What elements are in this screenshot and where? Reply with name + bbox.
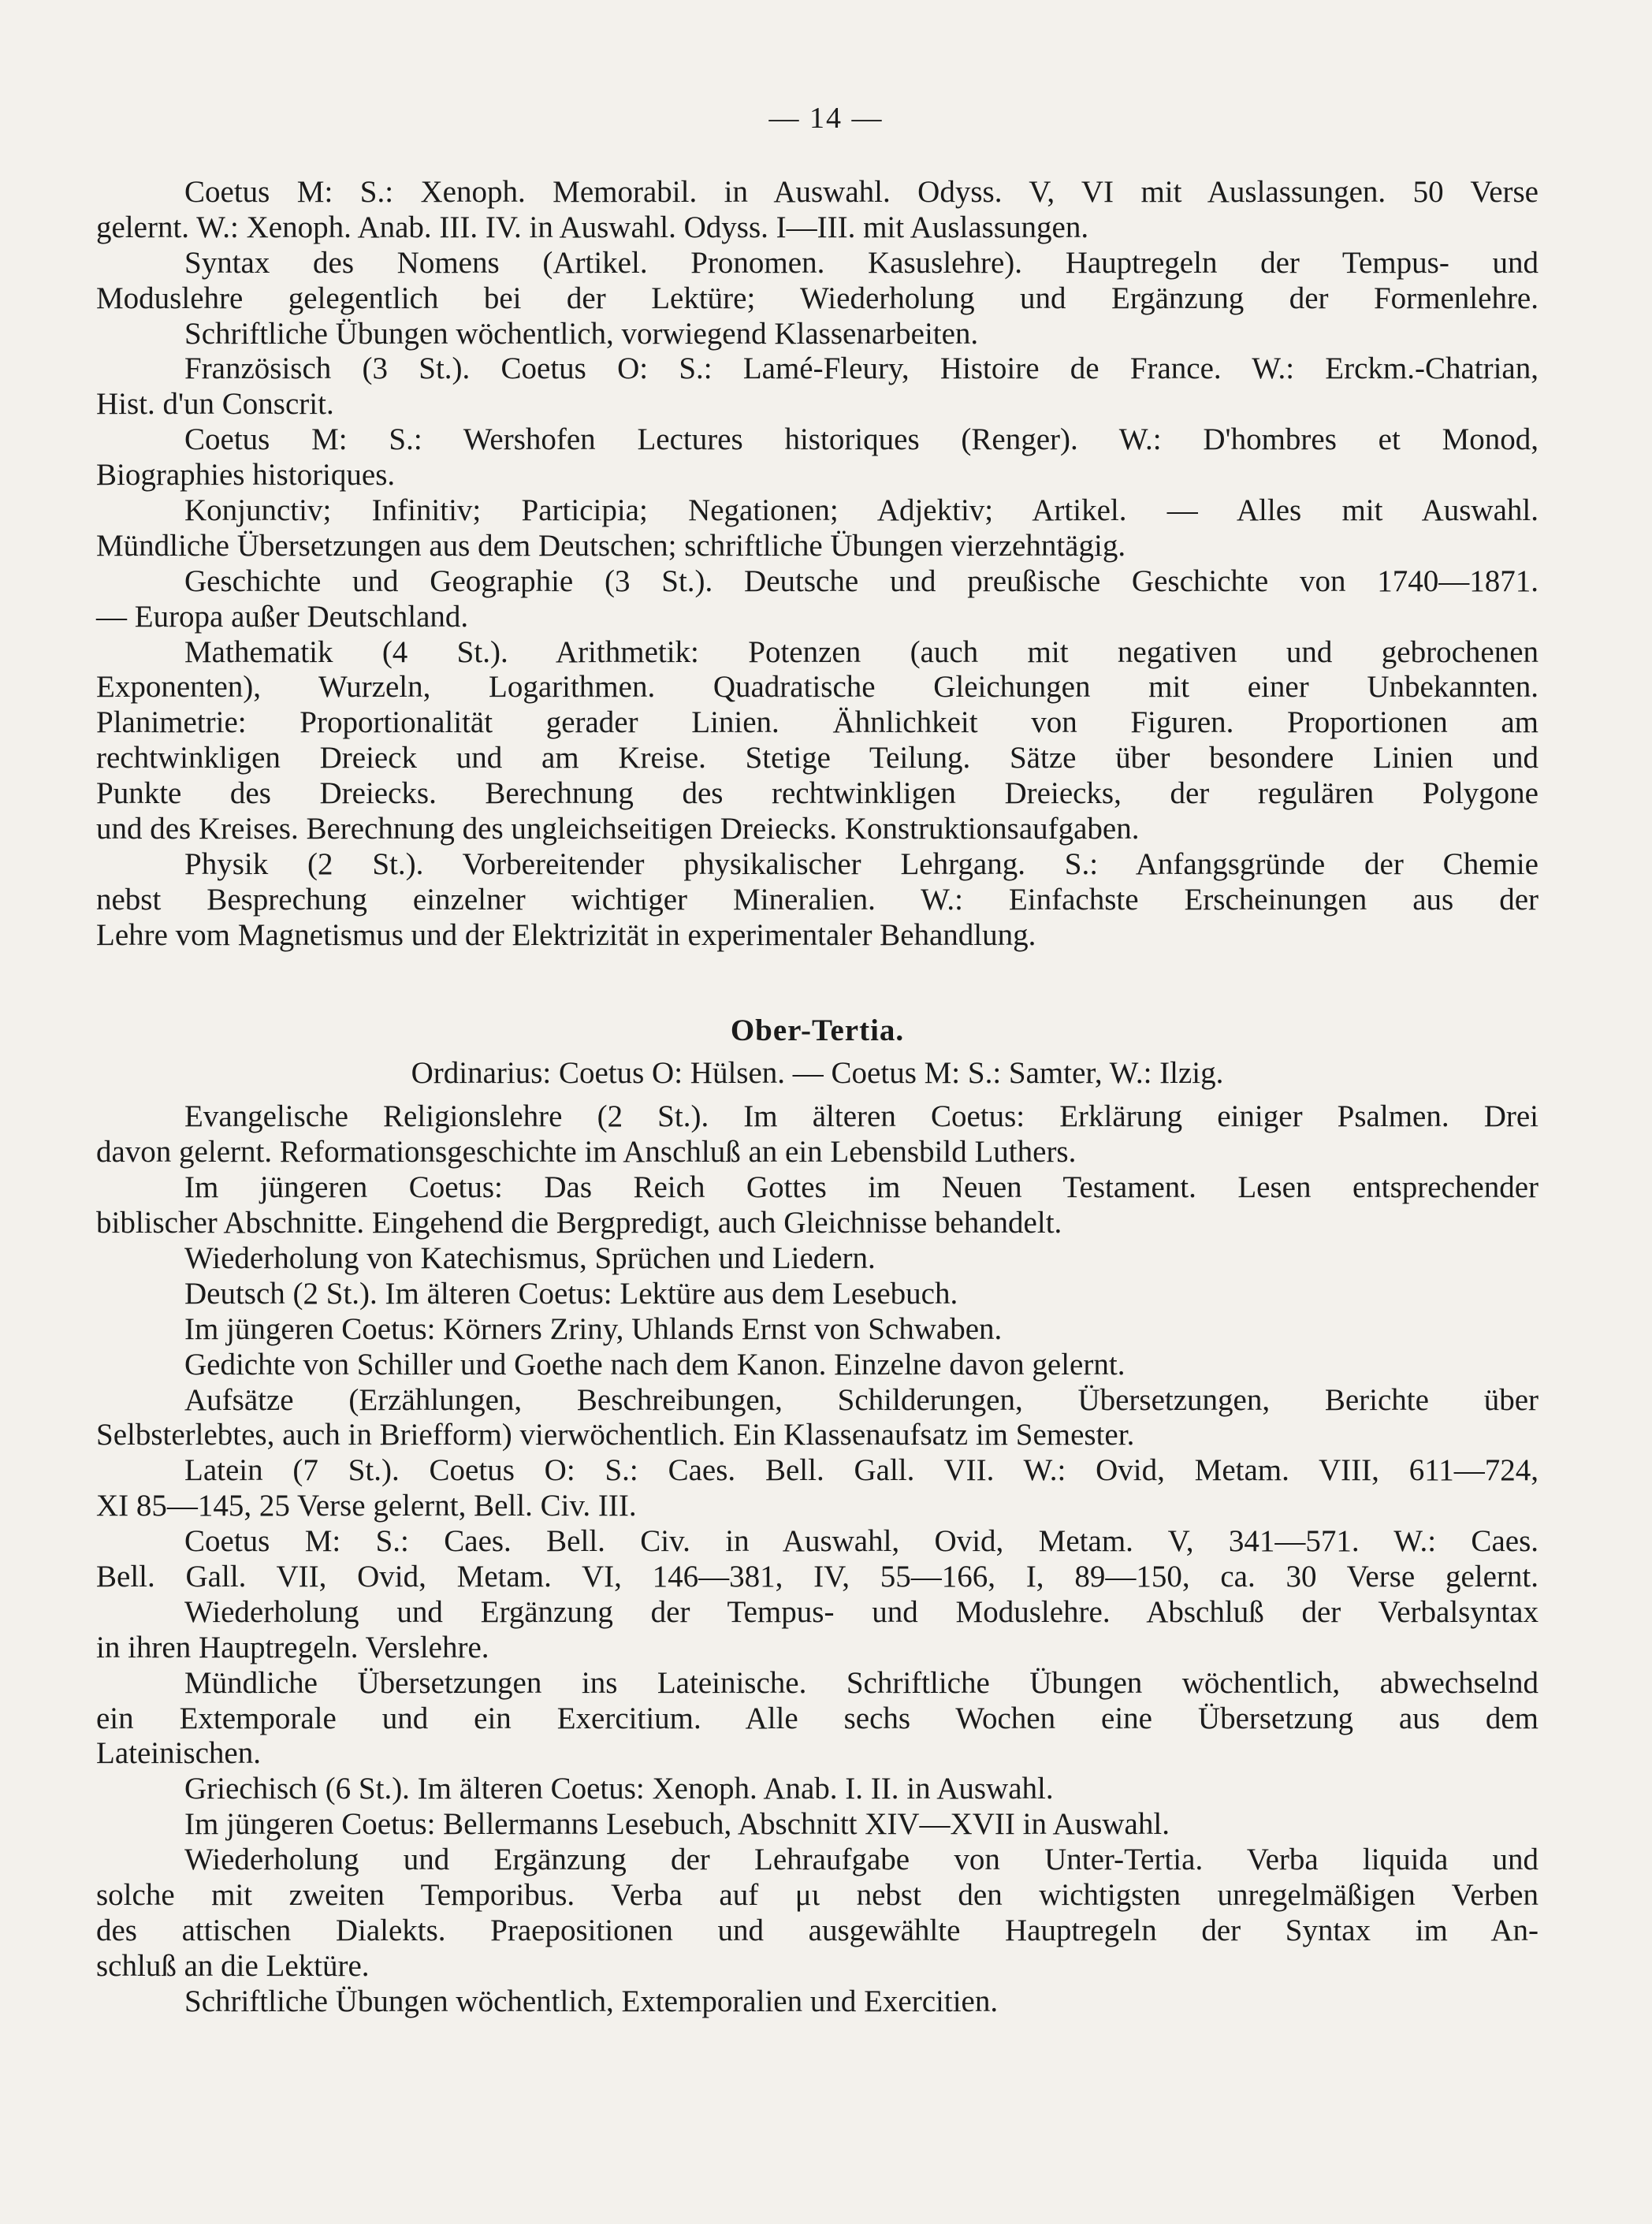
text-line: Griechisch (6 St.). Im älteren Coetus: Xenoph. Anab. I. II. in Auswahl. [184,1772,1054,1806]
text-line: in ihren Hauptregeln. Verslehre. [96,1630,489,1664]
text-line: Schriftliche Übungen wöchentlich, vorwiegend Klassenarbeiten. [184,316,979,351]
text-line: Geschichte und Geographie (3 St.). Deutsche und preußische Geschichte von 1740—1871. [184,563,1539,598]
section-spacer [96,1048,1539,1056]
text-line: nebst Besprechung einzelner wichtiger Mineralien. W.: Einfachste Erscheinungen aus der [96,882,1539,917]
text-line: Wiederholung und Ergänzung der Lehraufgabe von Unter-Tertia. Verba liquida und [184,1843,1539,1877]
text-line: Evangelische Religionslehre (2 St.). Im älteren Coetus: Erklärung einiger Psalmen. Drei [184,1099,1539,1134]
text-line: Moduslehre gelegentlich bei der Lektüre; Wiederholung und Ergänzung der Formenlehre. [96,281,1539,315]
text-line: rechtwinkligen Dreieck und am Kreise. Stetige Teilung. Sätze über besondere Linien und [96,741,1539,775]
text-line: biblischer Abschnitte. Eingehend die Bergpredigt, auch Gleichnisse behandelt. [96,1206,1062,1240]
text-line: Mündliche Übersetzungen ins Lateinische. Schriftliche Übungen wöchentlich, abwechselnd [184,1665,1539,1700]
text-line: Bell. Gall. VII, Ovid, Metam. VI, 146—381, IV, 55—166, I, 89—150, ca. 30 Verse gelernt. [96,1559,1539,1594]
section-spacer [96,1092,1539,1099]
text-line: Wiederholung von Katechismus, Sprüchen und Liedern. [184,1240,876,1275]
text-line: Planimetrie: Proportionalität gerader Linien. Ähnlichkeit von Figuren. Proportionen am [96,705,1539,740]
text-line: Coetus M: S.: Xenoph. Memorabil. in Auswahl. Odyss. V, VI mit Auslassungen. 50 Verse [184,175,1539,209]
text-line: Exponenten), Wurzeln, Logarithmen. Quadratische Gleichungen mit einer Unbekannten. [96,670,1539,705]
text-line: Coetus M: S.: Caes. Bell. Civ. in Auswahl, Ovid, Metam. V, 341—571. W.: Caes. [184,1524,1539,1559]
text-line: Latein (7 St.). Coetus O: S.: Caes. Bell. Gall. VII. W.: Ovid, Metam. VIII, 611—724, [184,1453,1539,1488]
body-text [96,175,1539,2020]
text-line: Französisch (3 St.). Coetus O: S.: Lamé-Fleury, Histoire de France. W.: Erckm.-Chatrian, [184,351,1539,386]
text-line: gelernt. W.: Xenoph. Anab. III. IV. in Auswahl. Odyss. I—III. mit Auslassungen. [96,210,1089,244]
text-line: des attischen Dialekts. Praepositionen und ausgewählte Hauptregeln der Syntax im An- [96,1913,1539,1947]
text-line: Im jüngeren Coetus: Körners Zriny, Uhlands Ernst von Schwaben. [184,1311,1003,1346]
text-line: Biographies historiques. [96,458,396,493]
text-line: Syntax des Nomens (Artikel. Pronomen. Kasuslehre). Hauptregeln der Tempus- und [184,245,1539,280]
text-line: und des Kreises. Berechnung des ungleichseitigen Dreiecks. Konstruktionsaufgaben. [96,812,1140,846]
text-line: solche mit zweiten Temporibus. Verba auf μι nebst den wichtigsten unregelmäßigen Verben [96,1877,1539,1912]
text-line: Im jüngeren Coetus: Bellermanns Lesebuch, Abschnitt XIV—XVII in Auswahl. [184,1807,1170,1842]
text-line: Hist. d'un Conscrit. [96,387,334,422]
ordinarius-line: Ordinarius: Coetus O: Hülsen. — Coetus M: S.: Samter, W.: Ilzig. [411,1056,1224,1091]
text-line: Mündliche Übersetzungen aus dem Deutschen; schriftliche Übungen vierzehntägig. [96,528,1126,563]
text-line: Wiederholung und Ergänzung der Tempus- und Moduslehre. Abschluß der Verbalsyntax [184,1594,1539,1629]
text-line: Selbsterlebtes, auch in Briefform) vierwöchentlich. Ein Klassenaufsatz im Semester. [96,1418,1135,1452]
text-line: Coetus M: S.: Wershofen Lectures historiques (Renger). W.: D'hombres et Monod, [184,422,1539,457]
text-line: Konjunctiv; Infinitiv; Participia; Negationen; Adjektiv; Artikel. — Alles mit Auswahl. [184,493,1539,528]
section-spacer [96,954,1539,1013]
page-number: — 14 — [768,102,884,135]
text-line: Gedichte von Schiller und Goethe nach dem Kanon. Einzelne davon gelernt. [184,1347,1126,1382]
text-line: davon gelernt. Reformationsgeschichte im Anschluß an ein Lebensbild Luthers. [96,1135,1077,1170]
text-line: Mathematik (4 St.). Arithmetik: Potenzen (auch mit negativen und gebrochenen [184,634,1539,669]
text-line: Aufsätze (Erzählungen, Beschreibungen, Schilderungen, Übersetzungen, Berichte über [184,1382,1539,1417]
text-line: Im jüngeren Coetus: Das Reich Gottes im Neuen Testament. Lesen entsprechender [184,1170,1539,1205]
text-line: Lehre vom Magnetismus und der Elektrizität in experimentaler Behandlung. [96,917,1036,952]
text-line: Physik (2 St.). Vorbereitender physikalischer Lehrgang. S.: Anfangsgründe der Chemie [184,846,1539,881]
text-line: — Europa außer Deutschland. [96,599,469,634]
text-line: Schriftliche Übungen wöchentlich, Extemporalien und Exercitien. [184,1984,999,2018]
section-heading: Ober-Tertia. [730,1013,905,1047]
text-line: schluß an die Lektüre. [96,1948,370,1983]
text-line: XI 85—145, 25 Verse gelernt, Bell. Civ. III. [96,1489,637,1523]
text-line: Punkte des Dreiecks. Berechnung des rechtwinkligen Dreiecks, der regulären Polygone [96,776,1539,811]
text-line: Deutsch (2 St.). Im älteren Coetus: Lektüre aus dem Lesebuch. [184,1276,958,1311]
text-line: ein Extemporale und ein Exercitium. Alle sechs Wochen eine Übersetzung aus dem [96,1701,1539,1735]
text-line: Lateinischen. [96,1736,261,1771]
